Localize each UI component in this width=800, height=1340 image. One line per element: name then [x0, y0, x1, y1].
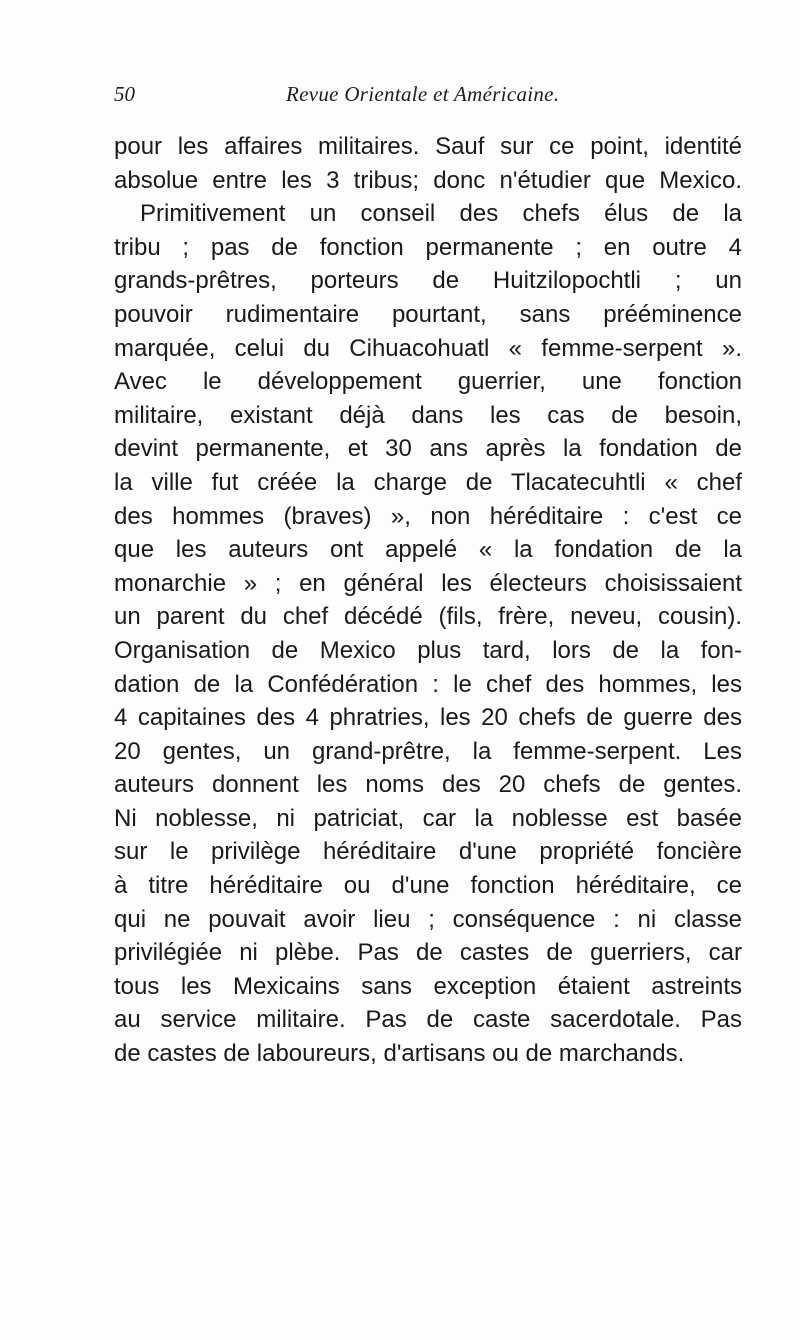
text-line: pouvoir rudimentaire pourtant, sans prééminence	[114, 300, 742, 328]
body-text	[114, 130, 742, 1071]
text-line: 4 capitaines des 4 phratries, les 20 chefs de guerre des	[114, 704, 742, 732]
text-line: pour les affaires militaires. Sauf sur ce point, identité	[114, 133, 742, 160]
text-line: grands-prêtres, porteurs de Huitzilopochtli ; un	[114, 267, 742, 295]
text-line: dation de la Confédération : le chef des hommes, les	[114, 670, 742, 698]
text-line: marquée, celui du Cihuacohuatl « femme-serpent ».	[114, 334, 742, 362]
text-line: auteurs donnent les noms des 20 chefs de gentes.	[114, 771, 742, 799]
text-line: privilégiée ni plèbe. Pas de castes de guerriers, car	[114, 939, 742, 967]
text-line: absolue entre les 3 tribus; donc n'étudier que Mexico.	[114, 166, 742, 194]
journal-title: Revue Orientale et Américaine.	[286, 82, 560, 106]
text-line: militaire, existant déjà dans les cas de besoin,	[114, 401, 742, 429]
text-line: au service militaire. Pas de caste sacerdotale. Pas	[114, 1006, 742, 1034]
text-line: monarchie » ; en général les électeurs choisissaient	[114, 569, 742, 597]
text-line: la ville fut créée la charge de Tlacatecuhtli « chef	[114, 468, 742, 496]
text-line: Primitivement un conseil des chefs élus de la	[140, 200, 742, 228]
text-line: devint permanente, et 30 ans après la fondation de	[114, 435, 742, 463]
text-line: de castes de laboureurs, d'artisans ou de marchands.	[114, 1040, 685, 1068]
text-line: qui ne pouvait avoir lieu ; conséquence : ni classe	[114, 905, 742, 933]
text-line: un parent du chef décédé (fils, frère, neveu, cousin).	[114, 603, 742, 631]
text-line: tribu ; pas de fonction permanente ; en outre 4	[114, 233, 742, 261]
text-line: Avec le développement guerrier, une fonction	[114, 368, 742, 396]
text-line: que les auteurs ont appelé « la fondation de la	[114, 536, 742, 564]
text-line: Ni noblesse, ni patriciat, car la noblesse est basée	[114, 804, 742, 832]
running-head	[114, 82, 742, 118]
text-line: Organisation de Mexico plus tard, lors de la fon-	[114, 636, 742, 664]
text-line: sur le privilège héréditaire d'une propriété foncière	[114, 838, 742, 866]
text-line: des hommes (braves) », non héréditaire : c'est ce	[114, 502, 742, 530]
text-line: à titre héréditaire ou d'une fonction héréditaire, ce	[114, 872, 742, 900]
text-line: 20 gentes, un grand-prêtre, la femme-serpent. Les	[114, 737, 742, 765]
text-line: tous les Mexicains sans exception étaient astreints	[114, 972, 742, 1000]
page-number: 50	[114, 82, 135, 106]
